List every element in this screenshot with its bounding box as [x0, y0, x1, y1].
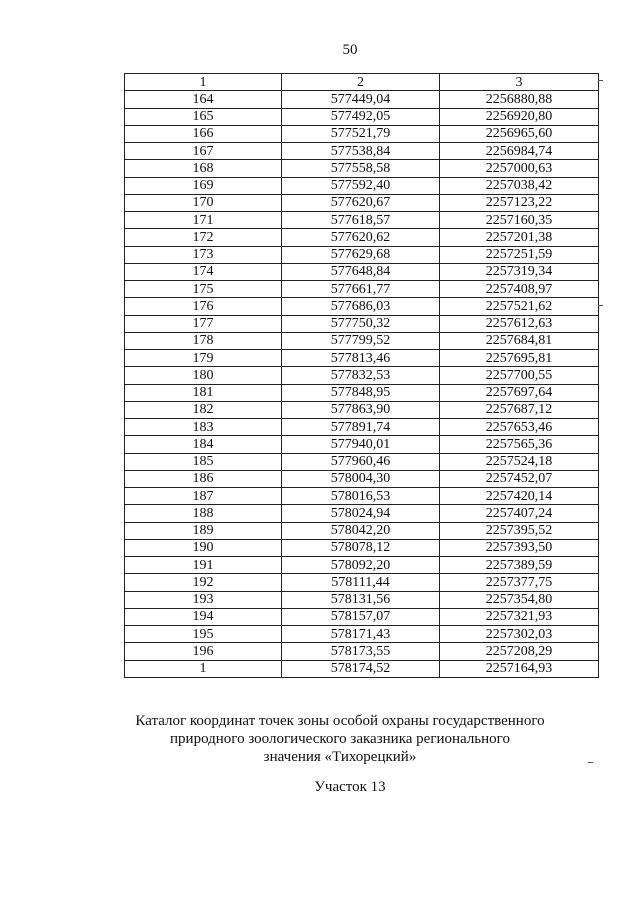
table-row [125, 229, 599, 246]
table-cell-col-1: 176 [125, 298, 282, 315]
table-cell-col-2: 578171,43 [282, 626, 440, 643]
table-cell-col-2: 577940,01 [282, 436, 440, 453]
table-cell-col-2: 578024,94 [282, 505, 440, 522]
table-cell-col-1: 194 [125, 608, 282, 625]
table-cell-col-1: 172 [125, 229, 282, 246]
table-cell-col-2: 577832,53 [282, 367, 440, 384]
table-row [125, 608, 599, 625]
table-cell-col-2: 578092,20 [282, 557, 440, 574]
table-cell-col-1: 174 [125, 263, 282, 280]
table-row [125, 643, 599, 660]
table-cell-col-1: 171 [125, 212, 282, 229]
margin-mark [598, 305, 603, 306]
caption-line-2: природного зоологического заказника регионального [170, 731, 510, 747]
margin-mark [598, 80, 603, 81]
table-row [125, 488, 599, 505]
table-cell-col-1: 192 [125, 574, 282, 591]
table-cell-col-2: 577960,46 [282, 453, 440, 470]
table-row [125, 246, 599, 263]
table-cell-col-2: 577492,05 [282, 108, 440, 125]
table-cell-col-3: 2257524,18 [440, 453, 599, 470]
table-cell-col-3: 2257377,75 [440, 574, 599, 591]
table-cell-col-2: 577686,03 [282, 298, 440, 315]
table-cell-col-1: 173 [125, 246, 282, 263]
table-cell-col-3: 2257407,24 [440, 505, 599, 522]
catalog-caption [120, 712, 560, 766]
table-cell-col-3: 2257000,63 [440, 160, 599, 177]
table-cell-col-2: 577799,52 [282, 332, 440, 349]
table-row [125, 212, 599, 229]
table-cell-col-1: 1 [125, 660, 282, 677]
table-cell-col-3: 2257302,03 [440, 626, 599, 643]
table-cell-col-1: 187 [125, 488, 282, 505]
table-cell-col-2: 577661,77 [282, 281, 440, 298]
table-cell-col-1: 191 [125, 557, 282, 574]
table-cell-col-3: 2257321,93 [440, 608, 599, 625]
table-cell-col-1: 188 [125, 505, 282, 522]
coordinates-table [124, 73, 599, 678]
table-cell-col-3: 2257697,64 [440, 384, 599, 401]
table-cell-col-1: 168 [125, 160, 282, 177]
table-row [125, 505, 599, 522]
table-row [125, 281, 599, 298]
table-row [125, 263, 599, 280]
table-body [125, 91, 599, 678]
table-row [125, 574, 599, 591]
table-row [125, 539, 599, 556]
margin-mark [588, 762, 593, 763]
table-cell-col-2: 577620,67 [282, 194, 440, 211]
table-cell-col-1: 196 [125, 643, 282, 660]
table-cell-col-3: 2257565,36 [440, 436, 599, 453]
table-cell-col-1: 169 [125, 177, 282, 194]
table-row [125, 401, 599, 418]
table-cell-col-1: 179 [125, 350, 282, 367]
header-col-1: 1 [125, 74, 282, 91]
table-cell-col-1: 185 [125, 453, 282, 470]
table-cell-col-1: 165 [125, 108, 282, 125]
table-cell-col-3: 2257700,55 [440, 367, 599, 384]
table-row [125, 419, 599, 436]
table-cell-col-2: 577813,46 [282, 350, 440, 367]
table-cell-col-2: 578111,44 [282, 574, 440, 591]
table-cell-col-2: 578004,30 [282, 470, 440, 487]
table-cell-col-3: 2257395,52 [440, 522, 599, 539]
table-cell-col-3: 2257420,14 [440, 488, 599, 505]
table-cell-col-2: 577521,79 [282, 125, 440, 142]
table-cell-col-3: 2257123,22 [440, 194, 599, 211]
table-cell-col-1: 177 [125, 315, 282, 332]
table-cell-col-2: 577538,84 [282, 143, 440, 160]
table-cell-col-2: 577750,32 [282, 315, 440, 332]
table-cell-col-2: 578131,56 [282, 591, 440, 608]
table-cell-col-2: 578173,55 [282, 643, 440, 660]
caption-line-3: значения «Тихорецкий» [263, 749, 417, 765]
table-cell-col-1: 195 [125, 626, 282, 643]
header-col-2: 2 [282, 74, 440, 91]
table-cell-col-1: 190 [125, 539, 282, 556]
table-cell-col-2: 577558,58 [282, 160, 440, 177]
table-cell-col-3: 2257160,35 [440, 212, 599, 229]
table-cell-col-1: 178 [125, 332, 282, 349]
table-cell-col-3: 2257038,42 [440, 177, 599, 194]
table-row [125, 453, 599, 470]
table-cell-col-1: 189 [125, 522, 282, 539]
table-row [125, 557, 599, 574]
table-cell-col-3: 2257653,46 [440, 419, 599, 436]
table-cell-col-3: 2257521,62 [440, 298, 599, 315]
table-cell-col-3: 2257251,59 [440, 246, 599, 263]
table-cell-col-2: 578157,07 [282, 608, 440, 625]
table-cell-col-2: 577620,62 [282, 229, 440, 246]
table-cell-col-1: 180 [125, 367, 282, 384]
table-row [125, 108, 599, 125]
table-row [125, 125, 599, 142]
table-row [125, 298, 599, 315]
table-cell-col-2: 577449,04 [282, 91, 440, 108]
page-number: 50 [342, 42, 358, 58]
table-cell-col-3: 2257612,63 [440, 315, 599, 332]
table-cell-col-3: 2256920,80 [440, 108, 599, 125]
table-cell-col-1: 166 [125, 125, 282, 142]
table-cell-col-1: 175 [125, 281, 282, 298]
table-cell-col-1: 193 [125, 591, 282, 608]
table-cell-col-2: 577592,40 [282, 177, 440, 194]
table-cell-col-3: 2256984,74 [440, 143, 599, 160]
table-cell-col-2: 578042,20 [282, 522, 440, 539]
table-cell-col-3: 2257389,59 [440, 557, 599, 574]
table-row [125, 626, 599, 643]
table-cell-col-2: 577618,57 [282, 212, 440, 229]
table-cell-col-3: 2257201,38 [440, 229, 599, 246]
table-cell-col-2: 578078,12 [282, 539, 440, 556]
table-cell-col-3: 2256880,88 [440, 91, 599, 108]
table-cell-col-2: 578016,53 [282, 488, 440, 505]
table-row [125, 350, 599, 367]
table-row [125, 315, 599, 332]
table-cell-col-2: 578174,52 [282, 660, 440, 677]
table-cell-col-3: 2257319,34 [440, 263, 599, 280]
table-cell-col-2: 577848,95 [282, 384, 440, 401]
table-cell-col-3: 2256965,60 [440, 125, 599, 142]
table-row [125, 177, 599, 194]
table-cell-col-1: 164 [125, 91, 282, 108]
table-row [125, 91, 599, 108]
table-cell-col-1: 181 [125, 384, 282, 401]
table-cell-col-1: 182 [125, 401, 282, 418]
caption-line-1: Каталог координат точек зоны особой охраны государственного [135, 713, 545, 729]
table-cell-col-3: 2257354,80 [440, 591, 599, 608]
table-cell-col-3: 2257684,81 [440, 332, 599, 349]
table-row [125, 470, 599, 487]
table-cell-col-3: 2257393,50 [440, 539, 599, 556]
table-cell-col-2: 577629,68 [282, 246, 440, 263]
table-row [125, 591, 599, 608]
table-row [125, 332, 599, 349]
table-cell-col-1: 186 [125, 470, 282, 487]
table-header-row [125, 74, 599, 91]
table-cell-col-3: 2257164,93 [440, 660, 599, 677]
table-row [125, 160, 599, 177]
table-cell-col-1: 183 [125, 419, 282, 436]
table-cell-col-2: 577891,74 [282, 419, 440, 436]
table-row [125, 194, 599, 211]
header-col-3: 3 [440, 74, 599, 91]
table-cell-col-1: 170 [125, 194, 282, 211]
table-cell-col-3: 2257452,07 [440, 470, 599, 487]
table-cell-col-3: 2257208,29 [440, 643, 599, 660]
table-cell-col-1: 184 [125, 436, 282, 453]
table-cell-col-2: 577648,84 [282, 263, 440, 280]
table-row [125, 367, 599, 384]
table-row [125, 522, 599, 539]
table-cell-col-2: 577863,90 [282, 401, 440, 418]
section-title: Участок 13 [314, 779, 386, 795]
table-cell-col-3: 2257695,81 [440, 350, 599, 367]
table-cell-col-3: 2257687,12 [440, 401, 599, 418]
table-row [125, 660, 599, 677]
table-row [125, 436, 599, 453]
table-row [125, 143, 599, 160]
table-cell-col-3: 2257408,97 [440, 281, 599, 298]
table-row [125, 384, 599, 401]
table-cell-col-1: 167 [125, 143, 282, 160]
